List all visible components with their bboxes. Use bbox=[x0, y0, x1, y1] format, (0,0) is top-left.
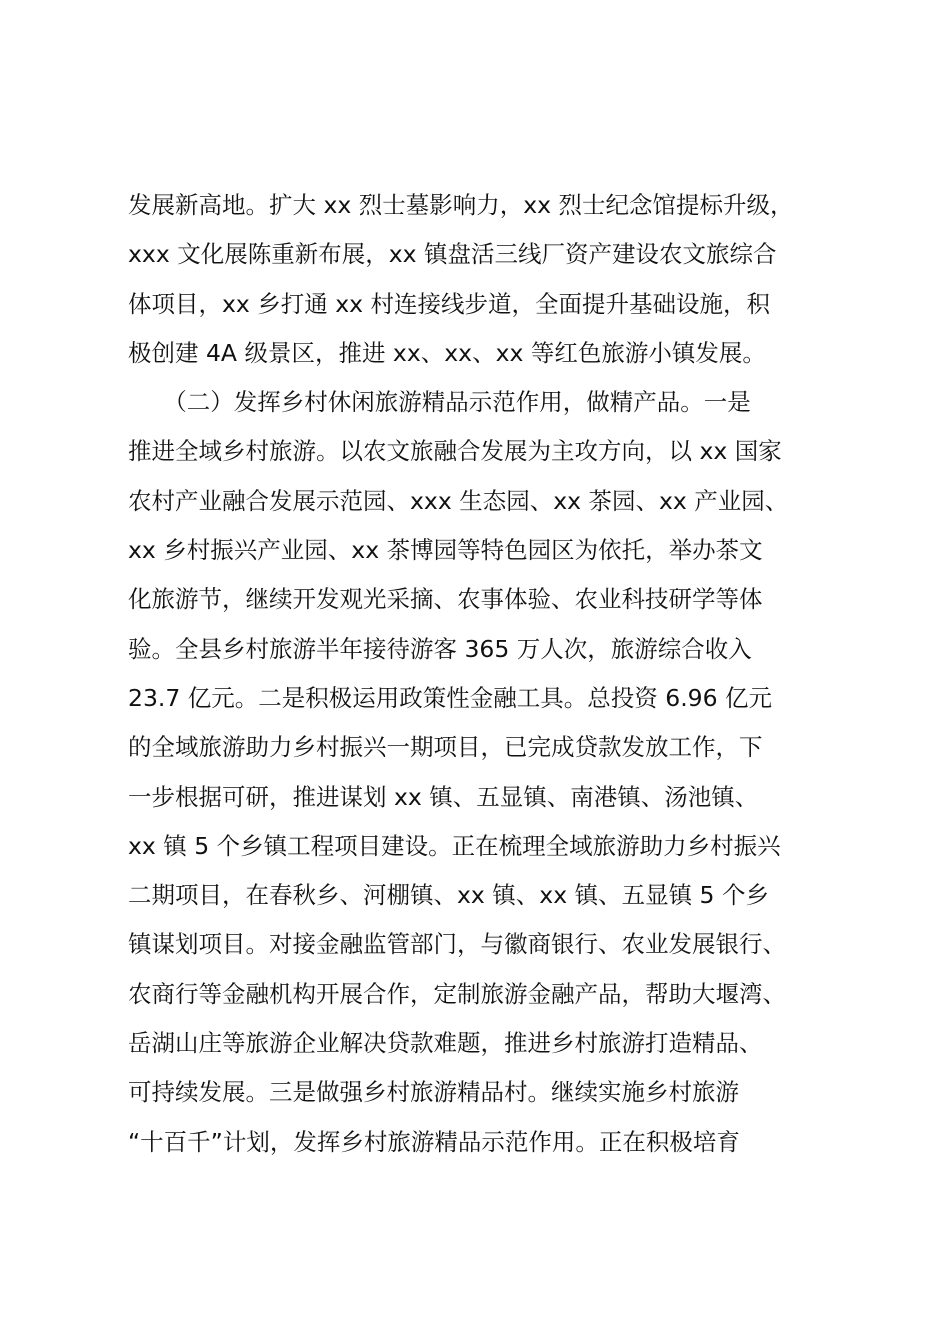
text-line: xxx 文化展陈重新布展，xx 镇盘活三线厂资产建设农文旅综合 bbox=[128, 240, 777, 269]
text-line: 发展新高地。扩大 xx 烈士墓影响力，xx 烈士纪念馆提标升级， bbox=[128, 191, 794, 219]
text-line: 23.7 亿元。二是积极运用政策性金融工具。总投资 6.96 亿元 bbox=[128, 683, 773, 712]
text-line: 二期项目，在春秋乡、河棚镇、xx 镇、xx 镇、五显镇 5 个乡 bbox=[128, 881, 769, 910]
text-line: 镇谋划项目。对接金融监管部门，与徽商银行、农业发展银行、 bbox=[128, 930, 786, 959]
section-heading-line: （二）发挥乡村休闲旅游精品示范作用，做精产品。一是 bbox=[128, 388, 751, 417]
text-line: 极创建 4A 级景区，推进 xx、xx、xx 等红色旅游小镇发展。 bbox=[128, 338, 766, 367]
body-text bbox=[128, 181, 858, 1167]
text-line: 农村产业融合发展示范园、xxx 生态园、xx 茶园、xx 产业园、 bbox=[128, 486, 789, 515]
text-line: 可持续发展。三是做强乡村旅游精品村。继续实施乡村旅游 bbox=[128, 1078, 739, 1107]
text-line: “十百千”计划，发挥乡村旅游精品示范作用。正在积极培育 bbox=[128, 1127, 740, 1156]
text-line: 体项目，xx 乡打通 xx 村连接线步道，全面提升基础设施，积 bbox=[128, 289, 771, 318]
text-line: 验。全县乡村旅游半年接待游客 365 万人次，旅游综合收入 bbox=[128, 634, 752, 663]
text-line: 的全域旅游助力乡村振兴一期项目，已完成贷款发放工作，下 bbox=[128, 733, 763, 762]
text-line: xx 乡村振兴产业园、xx 茶博园等特色园区为依托，举办茶文 bbox=[128, 536, 763, 565]
text-line: 推进全域乡村旅游。以农文旅融合发展为主攻方向，以 xx 国家 bbox=[128, 437, 782, 466]
text-line: 农商行等金融机构开展合作，定制旅游金融产品，帮助大堰湾、 bbox=[128, 979, 786, 1008]
text-line: 一步根据可研，推进谋划 xx 镇、五显镇、南港镇、汤池镇、 bbox=[128, 782, 759, 811]
text-line: xx 镇 5 个乡镇工程项目建设。正在梳理全域旅游助力乡村振兴 bbox=[128, 831, 781, 860]
text-line: 岳湖山庄等旅游企业解决贷款难题，推进乡村旅游打造精品、 bbox=[128, 1029, 763, 1058]
text-line: 化旅游节，继续开发观光采摘、农事体验、农业科技研学等体 bbox=[128, 585, 763, 614]
